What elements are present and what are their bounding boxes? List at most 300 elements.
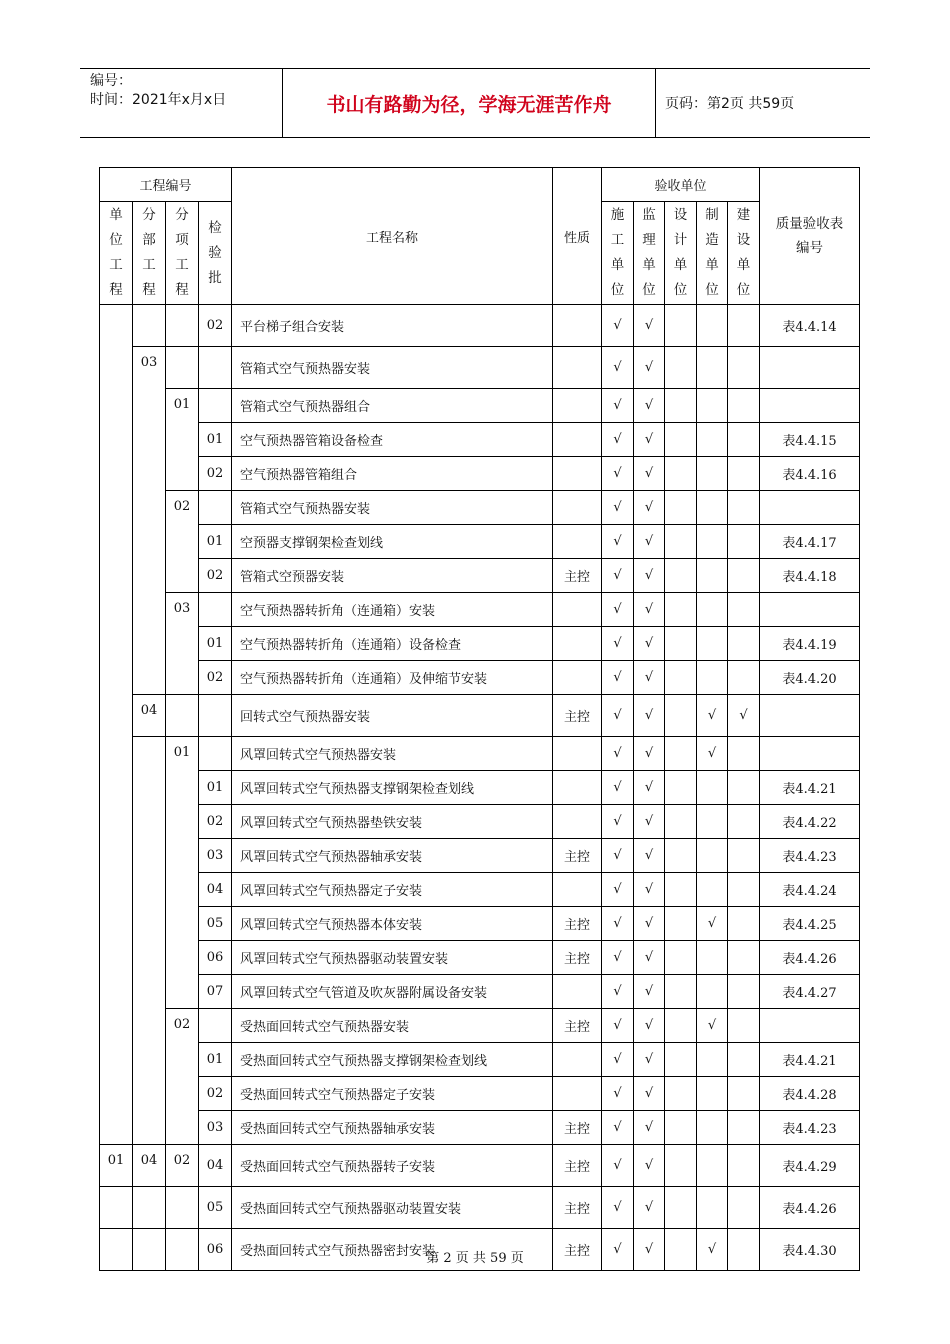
- check-design: [665, 873, 697, 907]
- check-construction: √: [602, 975, 634, 1009]
- form-number: 表4.4.24: [760, 873, 860, 907]
- item-code: 01: [166, 389, 199, 491]
- check-supervision: √: [634, 1229, 665, 1271]
- form-number: 表4.4.14: [760, 305, 860, 347]
- unit-code: 01: [100, 1145, 133, 1187]
- check-owner: [728, 491, 760, 525]
- item-code: [166, 695, 199, 737]
- batch-code: [199, 347, 232, 389]
- batch-code: 01: [199, 771, 232, 805]
- check-construction: √: [602, 941, 634, 975]
- check-supervision: √: [634, 389, 665, 423]
- form-number: 表4.4.26: [760, 1187, 860, 1229]
- check-construction: √: [602, 627, 634, 661]
- nature: [553, 771, 602, 805]
- check-design: [665, 593, 697, 627]
- check-supervision: √: [634, 423, 665, 457]
- check-construction: √: [602, 1043, 634, 1077]
- time-label: 时间：2021年x月x日: [90, 92, 227, 108]
- unit-code: [100, 1187, 133, 1229]
- table-row: [100, 975, 860, 1009]
- branch-code: [133, 1187, 166, 1229]
- check-construction: √: [602, 1229, 634, 1271]
- check-design: [665, 737, 697, 771]
- batch-code: 02: [199, 305, 232, 347]
- batch-code: 01: [199, 423, 232, 457]
- form-number: 表4.4.25: [760, 907, 860, 941]
- check-construction: √: [602, 907, 634, 941]
- table-row: [100, 1187, 860, 1229]
- item-code: 02: [166, 1145, 199, 1187]
- head-accept-unit: 验收单位: [602, 168, 760, 202]
- head-branch: 分部工程: [133, 202, 166, 305]
- nature: [553, 975, 602, 1009]
- check-design: [665, 627, 697, 661]
- branch-code: 04: [133, 1145, 166, 1187]
- branch-code: 03: [133, 347, 166, 695]
- check-construction: √: [602, 593, 634, 627]
- unit-code: [100, 305, 133, 1145]
- check-owner: [728, 627, 760, 661]
- head-manufacturing: 制造单位: [697, 202, 728, 305]
- check-supervision: √: [634, 975, 665, 1009]
- header-divider: [655, 69, 656, 137]
- nature: [553, 593, 602, 627]
- check-construction: √: [602, 423, 634, 457]
- table-row: [100, 661, 860, 695]
- table-row: [100, 907, 860, 941]
- project-name: 风罩回转式空气预热器支撑钢架检查划线: [232, 771, 553, 805]
- nature: [553, 1077, 602, 1111]
- check-manufacturing: [697, 457, 728, 491]
- project-name: 回转式空气预热器安装: [232, 695, 553, 737]
- check-manufacturing: [697, 1043, 728, 1077]
- header-motto: 书山有路勤为径，学海无涯苦作舟: [326, 93, 612, 116]
- project-name: 空气预热器转折角（连通箱）安装: [232, 593, 553, 627]
- check-owner: [728, 389, 760, 423]
- nature: [553, 491, 602, 525]
- check-manufacturing: [697, 1077, 728, 1111]
- check-manufacturing: √: [697, 1229, 728, 1271]
- table-row: [100, 695, 860, 737]
- table-row: [100, 627, 860, 661]
- nature: 主控: [553, 559, 602, 593]
- check-owner: [728, 1043, 760, 1077]
- project-name: 受热面回转式空气预热器驱动装置安装: [232, 1187, 553, 1229]
- batch-code: [199, 1009, 232, 1043]
- check-manufacturing: [697, 305, 728, 347]
- check-design: [665, 805, 697, 839]
- form-number: 表4.4.16: [760, 457, 860, 491]
- project-name: 受热面回转式空气预热器转子安装: [232, 1145, 553, 1187]
- check-supervision: √: [634, 1111, 665, 1145]
- batch-code: 04: [199, 873, 232, 907]
- check-design: [665, 1043, 697, 1077]
- check-manufacturing: [697, 491, 728, 525]
- nature: [553, 389, 602, 423]
- table-row: [100, 525, 860, 559]
- item-code: 01: [166, 737, 199, 1009]
- check-design: [665, 1111, 697, 1145]
- head-owner: 建设单位: [728, 202, 760, 305]
- project-name: 风罩回转式空气预热器安装: [232, 737, 553, 771]
- check-manufacturing: [697, 873, 728, 907]
- nature: [553, 805, 602, 839]
- check-design: [665, 771, 697, 805]
- check-manufacturing: √: [697, 737, 728, 771]
- check-owner: [728, 525, 760, 559]
- project-name: 受热面回转式空气预热器安装: [232, 1009, 553, 1043]
- form-number: [760, 389, 860, 423]
- project-name: 空气预热器管箱设备检查: [232, 423, 553, 457]
- branch-code: 04: [133, 695, 166, 737]
- check-design: [665, 491, 697, 525]
- table-row: [100, 1145, 860, 1187]
- check-design: [665, 1145, 697, 1187]
- check-manufacturing: [697, 805, 728, 839]
- header-page-info: 页码：第2页 共59页: [665, 96, 795, 112]
- project-name: 空气预热器管箱组合: [232, 457, 553, 491]
- check-manufacturing: [697, 627, 728, 661]
- check-owner: [728, 305, 760, 347]
- project-name: 风罩回转式空气管道及吹灰器附属设备安装: [232, 975, 553, 1009]
- check-owner: [728, 1145, 760, 1187]
- check-construction: √: [602, 873, 634, 907]
- batch-code: [199, 695, 232, 737]
- check-owner: [728, 771, 760, 805]
- table-row: [100, 559, 860, 593]
- form-number: 表4.4.19: [760, 627, 860, 661]
- form-number: 表4.4.21: [760, 771, 860, 805]
- check-design: [665, 347, 697, 389]
- table-row: [100, 305, 860, 347]
- form-number: 表4.4.30: [760, 1229, 860, 1271]
- check-manufacturing: [697, 771, 728, 805]
- check-owner: [728, 423, 760, 457]
- item-code: [166, 305, 199, 347]
- table-row: [100, 389, 860, 423]
- check-construction: √: [602, 661, 634, 695]
- check-owner: [728, 559, 760, 593]
- batch-code: 06: [199, 941, 232, 975]
- table-row: [100, 839, 860, 873]
- batch-code: 02: [199, 457, 232, 491]
- check-supervision: √: [634, 695, 665, 737]
- check-design: [665, 1077, 697, 1111]
- number-label: 编号：: [90, 73, 132, 89]
- project-name: 管箱式空预器安装: [232, 559, 553, 593]
- check-manufacturing: [697, 1145, 728, 1187]
- check-design: [665, 457, 697, 491]
- item-code: 02: [166, 491, 199, 593]
- head-project-no: 工程编号: [100, 168, 232, 202]
- nature: [553, 423, 602, 457]
- table-row: [100, 593, 860, 627]
- check-owner: [728, 1009, 760, 1043]
- check-supervision: √: [634, 805, 665, 839]
- head-design: 设计单位: [665, 202, 697, 305]
- item-code: 02: [166, 1009, 199, 1145]
- check-owner: √: [728, 695, 760, 737]
- batch-code: 06: [199, 1229, 232, 1271]
- check-design: [665, 975, 697, 1009]
- form-number: 表4.4.18: [760, 559, 860, 593]
- nature: 主控: [553, 907, 602, 941]
- project-name: 空预器支撑钢架检查划线: [232, 525, 553, 559]
- batch-code: [199, 389, 232, 423]
- table-row: [100, 457, 860, 491]
- check-supervision: √: [634, 1009, 665, 1043]
- check-owner: [728, 907, 760, 941]
- check-construction: √: [602, 1077, 634, 1111]
- batch-code: 04: [199, 1145, 232, 1187]
- project-name: 受热面回转式空气预热器支撑钢架检查划线: [232, 1043, 553, 1077]
- nature: 主控: [553, 941, 602, 975]
- nature: [553, 347, 602, 389]
- check-supervision: √: [634, 941, 665, 975]
- check-manufacturing: [697, 1111, 728, 1145]
- check-manufacturing: √: [697, 907, 728, 941]
- nature: 主控: [553, 1009, 602, 1043]
- project-name: 空气预热器转折角（连通箱）及伸缩节安装: [232, 661, 553, 695]
- page-header: [80, 68, 870, 138]
- check-supervision: √: [634, 661, 665, 695]
- check-owner: [728, 839, 760, 873]
- check-construction: √: [602, 1145, 634, 1187]
- check-supervision: √: [634, 491, 665, 525]
- check-owner: [728, 975, 760, 1009]
- check-design: [665, 423, 697, 457]
- check-manufacturing: [697, 389, 728, 423]
- nature: [553, 305, 602, 347]
- check-manufacturing: [697, 347, 728, 389]
- project-name: 风罩回转式空气预热器本体安装: [232, 907, 553, 941]
- check-construction: √: [602, 737, 634, 771]
- check-design: [665, 559, 697, 593]
- form-number: 表4.4.28: [760, 1077, 860, 1111]
- nature: [553, 1043, 602, 1077]
- branch-code: [133, 737, 166, 1145]
- table-row: [100, 771, 860, 805]
- nature: 主控: [553, 839, 602, 873]
- check-design: [665, 305, 697, 347]
- form-number: 表4.4.15: [760, 423, 860, 457]
- project-name: 管箱式空气预热器组合: [232, 389, 553, 423]
- table-row: [100, 491, 860, 525]
- batch-code: 07: [199, 975, 232, 1009]
- check-manufacturing: [697, 423, 728, 457]
- header-meta: [90, 72, 285, 110]
- form-number: 表4.4.21: [760, 1043, 860, 1077]
- check-supervision: √: [634, 1145, 665, 1187]
- nature: [553, 457, 602, 491]
- form-number: [760, 737, 860, 771]
- check-construction: √: [602, 389, 634, 423]
- check-manufacturing: [697, 559, 728, 593]
- batch-code: 02: [199, 805, 232, 839]
- nature: [553, 873, 602, 907]
- check-manufacturing: [697, 975, 728, 1009]
- head-nature: 性质: [553, 168, 602, 305]
- nature: 主控: [553, 1111, 602, 1145]
- check-design: [665, 907, 697, 941]
- check-design: [665, 389, 697, 423]
- check-design: [665, 941, 697, 975]
- nature: [553, 661, 602, 695]
- check-construction: √: [602, 839, 634, 873]
- form-number: 表4.4.23: [760, 1111, 860, 1145]
- table-row: [100, 941, 860, 975]
- inspection-table: [99, 167, 860, 1271]
- head-supervision: 监理单位: [634, 202, 665, 305]
- check-owner: [728, 1111, 760, 1145]
- check-owner: [728, 347, 760, 389]
- project-name: 受热面回转式空气预热器密封安装: [232, 1229, 553, 1271]
- check-design: [665, 1009, 697, 1043]
- nature: [553, 627, 602, 661]
- check-construction: √: [602, 347, 634, 389]
- check-manufacturing: √: [697, 695, 728, 737]
- project-name: 空气预热器转折角（连通箱）设备检查: [232, 627, 553, 661]
- batch-code: [199, 737, 232, 771]
- form-number: 表4.4.29: [760, 1145, 860, 1187]
- form-number: [760, 347, 860, 389]
- item-code: [166, 347, 199, 389]
- item-code: [166, 1187, 199, 1229]
- check-supervision: √: [634, 525, 665, 559]
- table-row: [100, 805, 860, 839]
- batch-code: [199, 491, 232, 525]
- check-design: [665, 1187, 697, 1229]
- check-owner: [728, 941, 760, 975]
- check-construction: √: [602, 491, 634, 525]
- nature: 主控: [553, 1145, 602, 1187]
- project-name: 管箱式空气预热器安装: [232, 491, 553, 525]
- check-design: [665, 661, 697, 695]
- head-batch: 检验批: [199, 202, 232, 305]
- project-name: 风罩回转式空气预热器垫铁安装: [232, 805, 553, 839]
- check-manufacturing: [697, 525, 728, 559]
- check-construction: √: [602, 771, 634, 805]
- check-owner: [728, 661, 760, 695]
- form-number: [760, 1009, 860, 1043]
- batch-code: 01: [199, 627, 232, 661]
- check-supervision: √: [634, 907, 665, 941]
- form-number: 表4.4.26: [760, 941, 860, 975]
- project-name: 管箱式空气预热器安装: [232, 347, 553, 389]
- form-number: 表4.4.20: [760, 661, 860, 695]
- table-row: [100, 1009, 860, 1043]
- batch-code: 03: [199, 839, 232, 873]
- project-name: 风罩回转式空气预热器定子安装: [232, 873, 553, 907]
- item-code: 03: [166, 593, 199, 695]
- check-supervision: √: [634, 839, 665, 873]
- batch-code: 02: [199, 1077, 232, 1111]
- form-number: [760, 593, 860, 627]
- nature: 主控: [553, 695, 602, 737]
- check-design: [665, 839, 697, 873]
- head-form-no: 质量验收表编号: [760, 168, 860, 305]
- check-design: [665, 525, 697, 559]
- batch-code: 02: [199, 559, 232, 593]
- table-row: [100, 1077, 860, 1111]
- check-supervision: √: [634, 593, 665, 627]
- batch-code: 05: [199, 907, 232, 941]
- check-owner: [728, 593, 760, 627]
- check-supervision: √: [634, 627, 665, 661]
- table-row: [100, 347, 860, 389]
- check-supervision: √: [634, 737, 665, 771]
- check-construction: √: [602, 305, 634, 347]
- check-supervision: √: [634, 457, 665, 491]
- check-supervision: √: [634, 1043, 665, 1077]
- check-manufacturing: √: [697, 1009, 728, 1043]
- branch-code: [133, 305, 166, 347]
- project-name: 平台梯子组合安装: [232, 305, 553, 347]
- check-construction: √: [602, 805, 634, 839]
- batch-code: 01: [199, 1043, 232, 1077]
- head-construction: 施工单位: [602, 202, 634, 305]
- check-construction: √: [602, 525, 634, 559]
- check-construction: √: [602, 457, 634, 491]
- check-construction: √: [602, 1187, 634, 1229]
- nature: 主控: [553, 1187, 602, 1229]
- check-manufacturing: [697, 1187, 728, 1229]
- form-number: 表4.4.17: [760, 525, 860, 559]
- check-supervision: √: [634, 771, 665, 805]
- project-name: 受热面回转式空气预热器轴承安装: [232, 1111, 553, 1145]
- check-manufacturing: [697, 941, 728, 975]
- nature: [553, 737, 602, 771]
- batch-code: 02: [199, 661, 232, 695]
- check-construction: √: [602, 1111, 634, 1145]
- table-row: [100, 423, 860, 457]
- form-number: 表4.4.23: [760, 839, 860, 873]
- batch-code: 03: [199, 1111, 232, 1145]
- page-footer: 第 2 页 共 59 页: [426, 1251, 524, 1266]
- check-construction: √: [602, 695, 634, 737]
- project-name: 受热面回转式空气预热器定子安装: [232, 1077, 553, 1111]
- table-row: [100, 873, 860, 907]
- check-supervision: √: [634, 1077, 665, 1111]
- head-item: 分项工程: [166, 202, 199, 305]
- check-supervision: √: [634, 347, 665, 389]
- check-supervision: √: [634, 1187, 665, 1229]
- nature: 主控: [553, 1229, 602, 1271]
- table-row: [100, 737, 860, 771]
- check-supervision: √: [634, 305, 665, 347]
- check-design: [665, 695, 697, 737]
- check-manufacturing: [697, 593, 728, 627]
- form-number: 表4.4.27: [760, 975, 860, 1009]
- batch-code: 01: [199, 525, 232, 559]
- check-owner: [728, 1077, 760, 1111]
- check-owner: [728, 457, 760, 491]
- head-unit: 单位工程: [100, 202, 133, 305]
- batch-code: [199, 593, 232, 627]
- check-supervision: √: [634, 873, 665, 907]
- check-owner: [728, 737, 760, 771]
- check-manufacturing: [697, 839, 728, 873]
- form-number: [760, 695, 860, 737]
- project-name: 风罩回转式空气预热器驱动装置安装: [232, 941, 553, 975]
- nature: [553, 525, 602, 559]
- check-manufacturing: [697, 661, 728, 695]
- check-owner: [728, 805, 760, 839]
- form-number: [760, 491, 860, 525]
- table-row: [100, 1043, 860, 1077]
- form-number: 表4.4.22: [760, 805, 860, 839]
